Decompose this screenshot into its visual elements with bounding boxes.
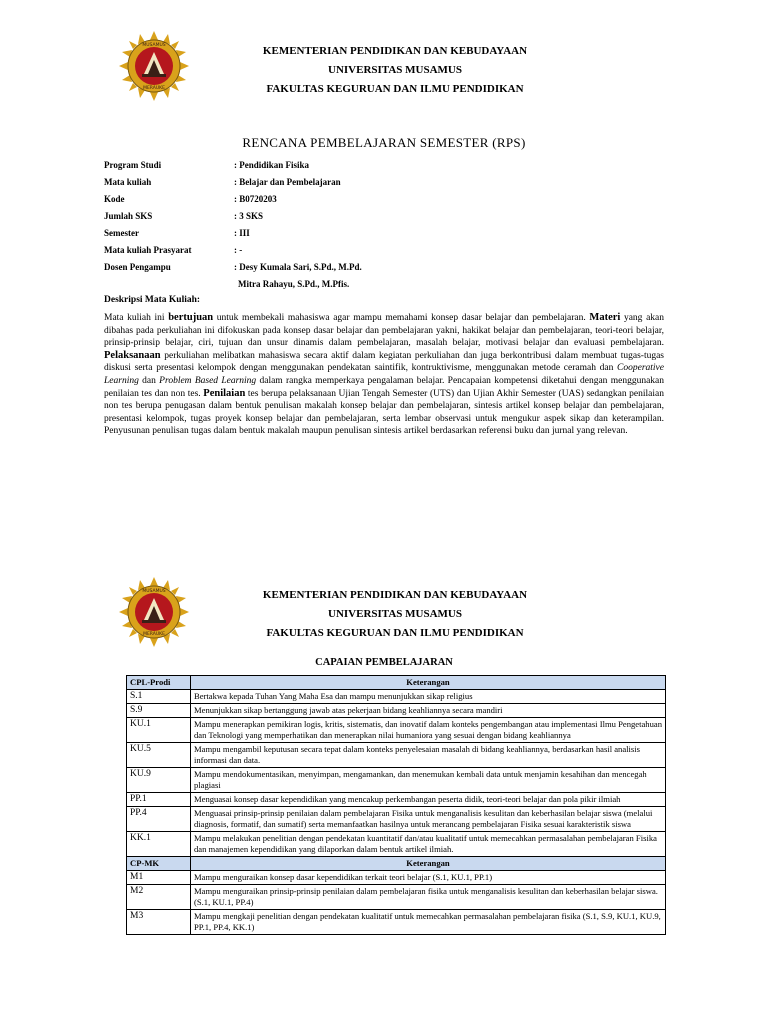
- section-title: CAPAIAN PEMBELAJARAN: [315, 657, 453, 668]
- outcome-description: Mampu menguraikan prinsip-prinsip penilaian dalam pembelajaran fisika untuk menganalisis kesulitan dan keberhasilan belajar siswa. (S.1, KU.1, PP.4): [191, 885, 666, 910]
- outcome-code: KU.5: [127, 743, 191, 768]
- column-header: CP-MK: [127, 857, 191, 871]
- page-title: RENCANA PEMBELAJARAN SEMESTER (RPS): [242, 135, 526, 150]
- course-description: Mata kuliah ini bertujuan untuk membekali mahasiswa agar mampu memahami konsep dasar belajar dan pembelajaran. Materi yang akan dibahas pada perkuliahan ini difokuskan pada konsep dasar belajar dan pembelajaran yakni, hakikat belajar dan pembelajaran, teori-teori belajar, prinsip-prinsip belajar, ciri, tujuan dan unsur dinamis dalam pembelajaran, masalah belajar, motivasi belajar dan evaluasi pembelajaran. Pelaksanaan perkuliahan melibatkan mahasiswa secara aktif dalam kegiatan perkuliahan dan juga berkontribusi dalam membuat tugas-tugas diskusi serta presentasi kelompok dengan menggunakan pendekatan saintifik, kontruktivisme, menggunakan metode ceramah dan Cooperative Learning dan Problem Based Learning dalam rangka memperkaya pengalaman belajar. Pencapaian kompetensi diketahui dengan menggunakan penilaian tes dan non tes. Penilaian tes berupa pelaksanaan Ujian Tengah Semester (UTS) dan Ujian Akhir Semester (UAS) sedangkan penilaian non tes berupa penugasan dalam bentuk penulisan makalah konsep belajar dan pembelajaran, sintesis artikel konsep belajar dan pembelajaran, presentasi kelompok, tugas proyek konsep belajar dan pembelajaran, serta lembar observasi untuk mengukur aspek sikap dan keterampilan. Penyusunan penulisan tugas dalam bentuk makalah maupun penulisan sintesis artikel berdasarkan referensi buku dan jurnal yang relevan.: [104, 312, 665, 437]
- svg-text:MUSAMUS: MUSAMUS: [142, 43, 166, 48]
- table-row: [127, 832, 666, 857]
- table-body: [127, 676, 666, 935]
- outcome-code: M3: [127, 910, 191, 935]
- outcome-code: S.1: [127, 690, 191, 704]
- outcome-code: KU.9: [127, 768, 191, 793]
- meta-label: Semester: [104, 227, 139, 238]
- outcome-description: Mampu menguraikan konsep dasar kependidikan terkait teori belajar (S.1, KU.1, PP.1): [191, 871, 666, 885]
- outcome-description: Mampu mengkaji penelitian dengan pendekatan kualitatif untuk memecahkan permasalahan pembelajaran fisika (S.1, S.9, KU.1, KU.9, PP.1, PP.4, KK.1): [191, 910, 666, 935]
- outcome-code: KK.1: [127, 832, 191, 857]
- ministry-name: KEMENTERIAN PENDIDIKAN DAN KEBUDAYAAN: [262, 45, 528, 57]
- outcome-code: S.9: [127, 704, 191, 718]
- outcome-description: Mampu melakukan penelitian dengan pendekatan kuantitatif dan/atau kualitatif untuk memecahkan permasalahan pembelajaran Fisika dan manajemen kependidikan yang dilaporkan dalam bentuk artikel ilmiah.: [191, 832, 666, 857]
- meta-label: Dosen Pengampu: [104, 261, 171, 272]
- table-row: [127, 885, 666, 910]
- outcome-description: Mampu mengambil keputusan secara tepat dalam konteks penyelesaian masalah di bidang keahliannya, berdasarkan hasil analisis informasi dan data.: [191, 743, 666, 768]
- table-row: [127, 793, 666, 807]
- meta-value: : Desy Kumala Sari, S.Pd., M.Pd.: [234, 261, 362, 272]
- meta-value: : Belajar dan Pembelajaran: [234, 176, 341, 187]
- table-row: [127, 718, 666, 743]
- table-row: [127, 871, 666, 885]
- table-row: [127, 910, 666, 935]
- rps-page-1: [0, 0, 768, 470]
- meta-row: [104, 190, 684, 207]
- table-row: [127, 743, 666, 768]
- svg-text:MERAUKE: MERAUKE: [143, 86, 165, 91]
- outcome-code: M1: [127, 871, 191, 885]
- column-header: Keterangan: [191, 857, 666, 871]
- rps-page-2: [0, 570, 768, 1024]
- outcome-code: PP.4: [127, 807, 191, 832]
- column-header: Keterangan: [191, 676, 666, 690]
- meta-label: Program Studi: [104, 159, 162, 170]
- meta-value: : III: [234, 227, 250, 238]
- outcome-code: KU.1: [127, 718, 191, 743]
- table-row: [127, 768, 666, 793]
- meta-label: Jumlah SKS: [104, 210, 153, 221]
- page-gap: [0, 470, 768, 570]
- column-header: CPL-Prodi: [127, 676, 191, 690]
- meta-value: : Pendidikan Fisika: [234, 159, 310, 170]
- faculty-name: FAKULTAS KEGURUAN DAN ILMU PENDIDIKAN: [266, 83, 524, 95]
- meta-row: [104, 258, 684, 275]
- meta-value: : 3 SKS: [234, 210, 264, 221]
- table-row: [127, 704, 666, 718]
- outcome-description: Bertakwa kepada Tuhan Yang Maha Esa dan mampu menunjukkan sikap religius: [191, 690, 666, 704]
- learning-outcomes-table: [126, 675, 666, 935]
- university-name: UNIVERSITAS MUSAMUS: [328, 608, 462, 620]
- table-row: [127, 690, 666, 704]
- meta-value: : B0720203: [234, 193, 277, 204]
- meta-label: Mata kuliah Prasyarat: [104, 244, 192, 255]
- outcome-description: Mampu menerapkan pemikiran logis, kritis, sistematis, dan inovatif dalam konteks pengembangan atau implementasi Ilmu Pengetahuan dan Teknologi yang memperhatikan dan menerapkan nilai humaniora yang sesuai dengan bidang keahliannya: [191, 718, 666, 743]
- outcome-description: Menguasai konsep dasar kependidikan yang mencakup perkembangan peserta didik, teori-teori belajar dan pola pikir ilmiah: [191, 793, 666, 807]
- meta-row: [104, 224, 684, 241]
- ministry-name: KEMENTERIAN PENDIDIKAN DAN KEBUDAYAAN: [262, 589, 528, 601]
- meta-row: [104, 156, 684, 173]
- meta-row: [104, 241, 684, 258]
- university-name: UNIVERSITAS MUSAMUS: [328, 64, 462, 76]
- second-lecturer: Mitra Rahayu, S.Pd., M.Pfis.: [238, 278, 350, 289]
- svg-text:MERAUKE: MERAUKE: [143, 632, 165, 637]
- outcome-description: Mampu mendokumentasikan, menyimpan, mengamankan, dan menemukan kembali data untuk menjamin kesahihan dan mencegah plagiasi: [191, 768, 666, 793]
- letterhead: [180, 42, 610, 99]
- letterhead: [180, 586, 610, 643]
- meta-label: Kode: [104, 193, 125, 204]
- table-row: [127, 807, 666, 832]
- table-header-row: [127, 857, 666, 871]
- meta-row: [104, 173, 684, 190]
- course-info: [104, 156, 684, 292]
- outcome-description: Menguasai prinsip-prinsip penilaian dalam pembelajaran Fisika untuk menganalisis kesulitan dan keberhasilan belajar siswa (melalui diagnosis, formatif, dan sumatif) serta memanfaatkan hasilnya untuk merancang pembelajaran Fisika sesuai karakteristik siswa: [191, 807, 666, 832]
- description-heading: Deskripsi Mata Kuliah:: [104, 295, 201, 305]
- table-header-row: [127, 676, 666, 690]
- meta-label: Mata kuliah: [104, 176, 152, 187]
- outcome-code: M2: [127, 885, 191, 910]
- meta-row: [104, 207, 684, 224]
- faculty-name: FAKULTAS KEGURUAN DAN ILMU PENDIDIKAN: [266, 627, 524, 639]
- outcome-code: PP.1: [127, 793, 191, 807]
- svg-text:MUSAMUS: MUSAMUS: [142, 589, 166, 594]
- meta-value: : -: [234, 244, 243, 255]
- outcome-description: Menunjukkan sikap bertanggung jawab atas pekerjaan bidang keahliannya secara mandiri: [191, 704, 666, 718]
